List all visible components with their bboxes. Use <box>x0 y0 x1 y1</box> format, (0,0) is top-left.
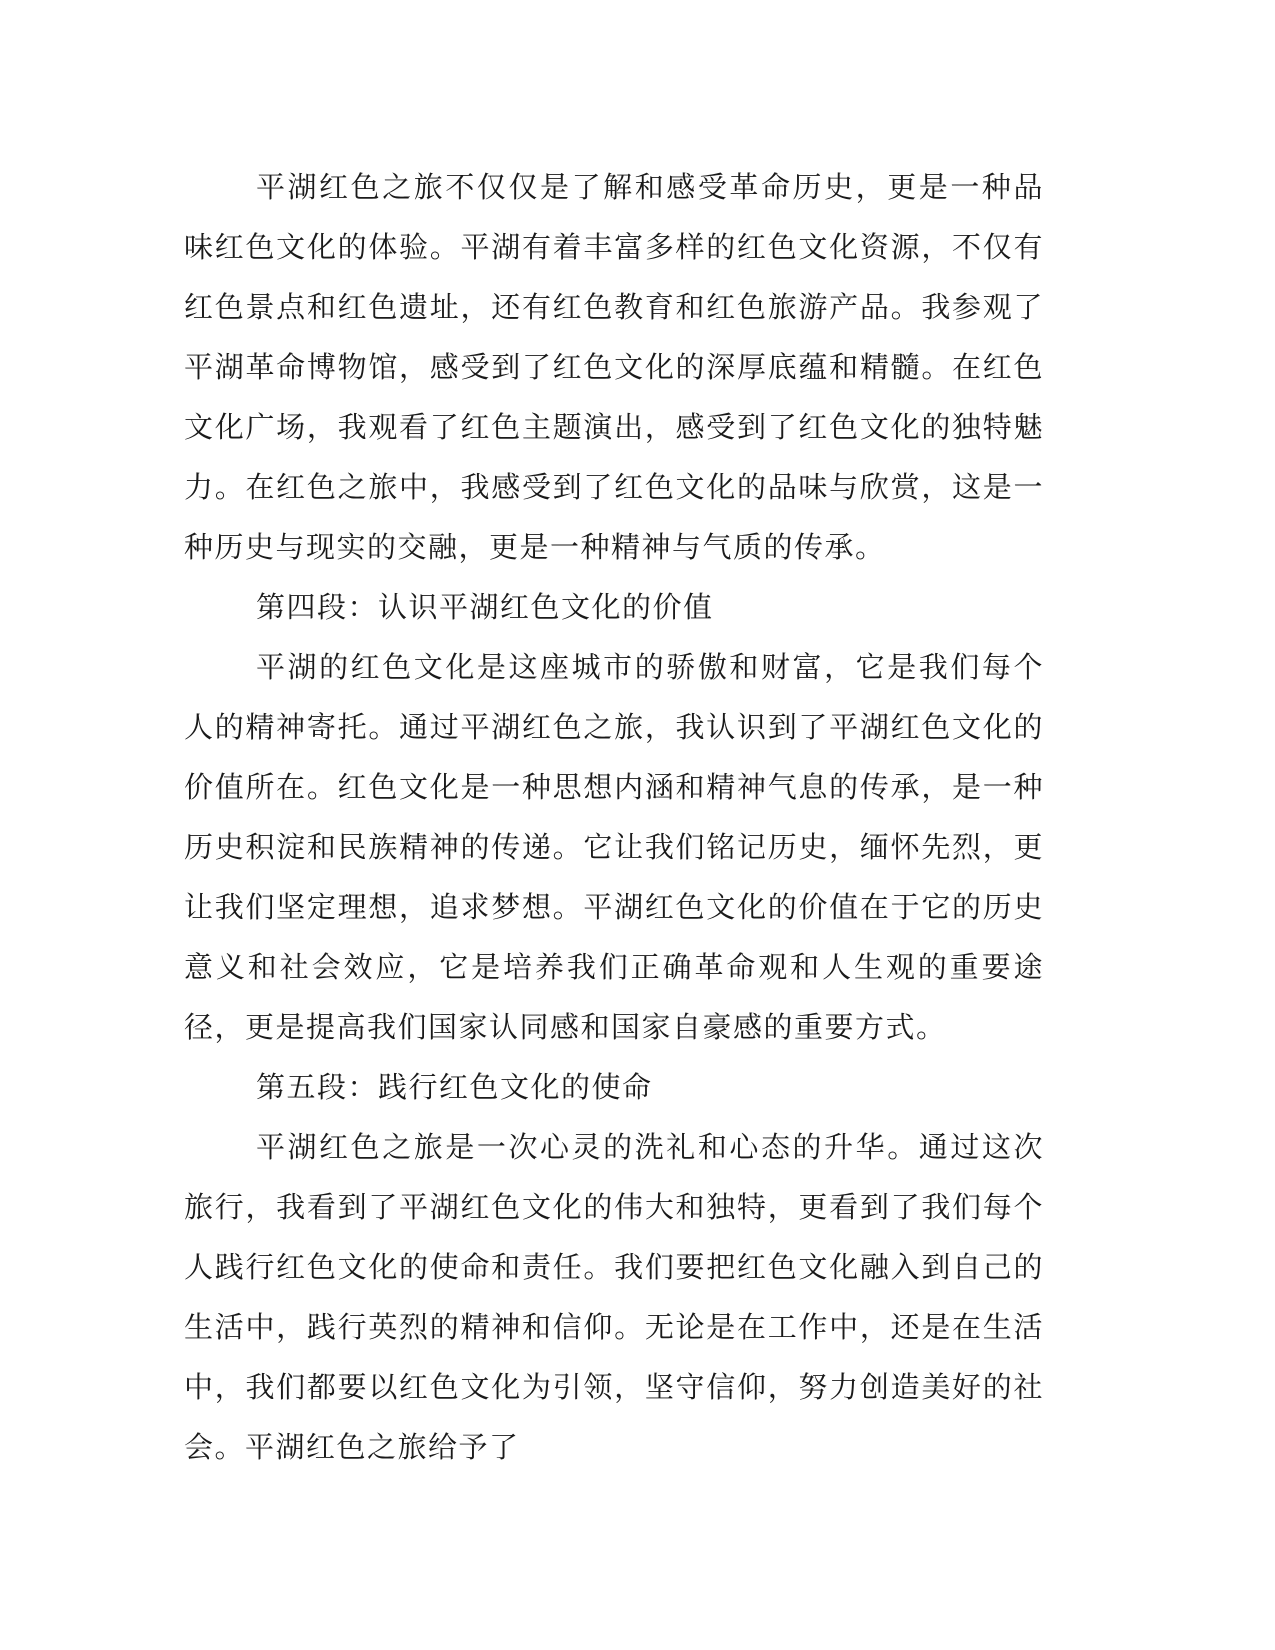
document-body <box>184 157 1044 1477</box>
paragraph-red-culture-mission: 平湖红色之旅是一次心灵的洗礼和心态的升华。通过这次旅行，我看到了平湖红色文化的伟大和独特，更看到了我们每个人践行红色文化的使命和责任。我们要把红色文化融入到自己的生活中，践行英烈的精神和信仰。无论是在工作中，还是在生活中，我们都要以红色文化为引领，坚守信仰，努力创造美好的社会。平湖红色之旅给予了 <box>184 1130 1044 1464</box>
section-heading-5: 第五段：践行红色文化的使命 <box>256 1070 653 1104</box>
paragraph-red-culture-value: 平湖的红色文化是这座城市的骄傲和财富，它是我们每个人的精神寄托。通过平湖红色之旅，我认识到了平湖红色文化的价值所在。红色文化是一种思想内涵和精神气息的传承，是一种历史积淀和民族精神的传递。它让我们铭记历史，缅怀先烈，更让我们坚定理想，追求梦想。平湖红色文化的价值在于它的历史意义和社会效应，它是培养我们正确革命观和人生观的重要途径，更是提高我们国家认同感和国家自豪感的重要方式。 <box>184 650 1044 1044</box>
paragraph-red-culture-experience: 平湖红色之旅不仅仅是了解和感受革命历史，更是一种品味红色文化的体验。平湖有着丰富多样的红色文化资源，不仅有红色景点和红色遗址，还有红色教育和红色旅游产品。我参观了平湖革命博物馆，感受到了红色文化的深厚底蕴和精髓。在红色文化广场，我观看了红色主题演出，感受到了红色文化的独特魅力。在红色之旅中，我感受到了红色文化的品味与欣赏，这是一种历史与现实的交融，更是一种精神与气质的传承。 <box>184 170 1044 564</box>
section-heading-4: 第四段：认识平湖红色文化的价值 <box>256 590 714 624</box>
